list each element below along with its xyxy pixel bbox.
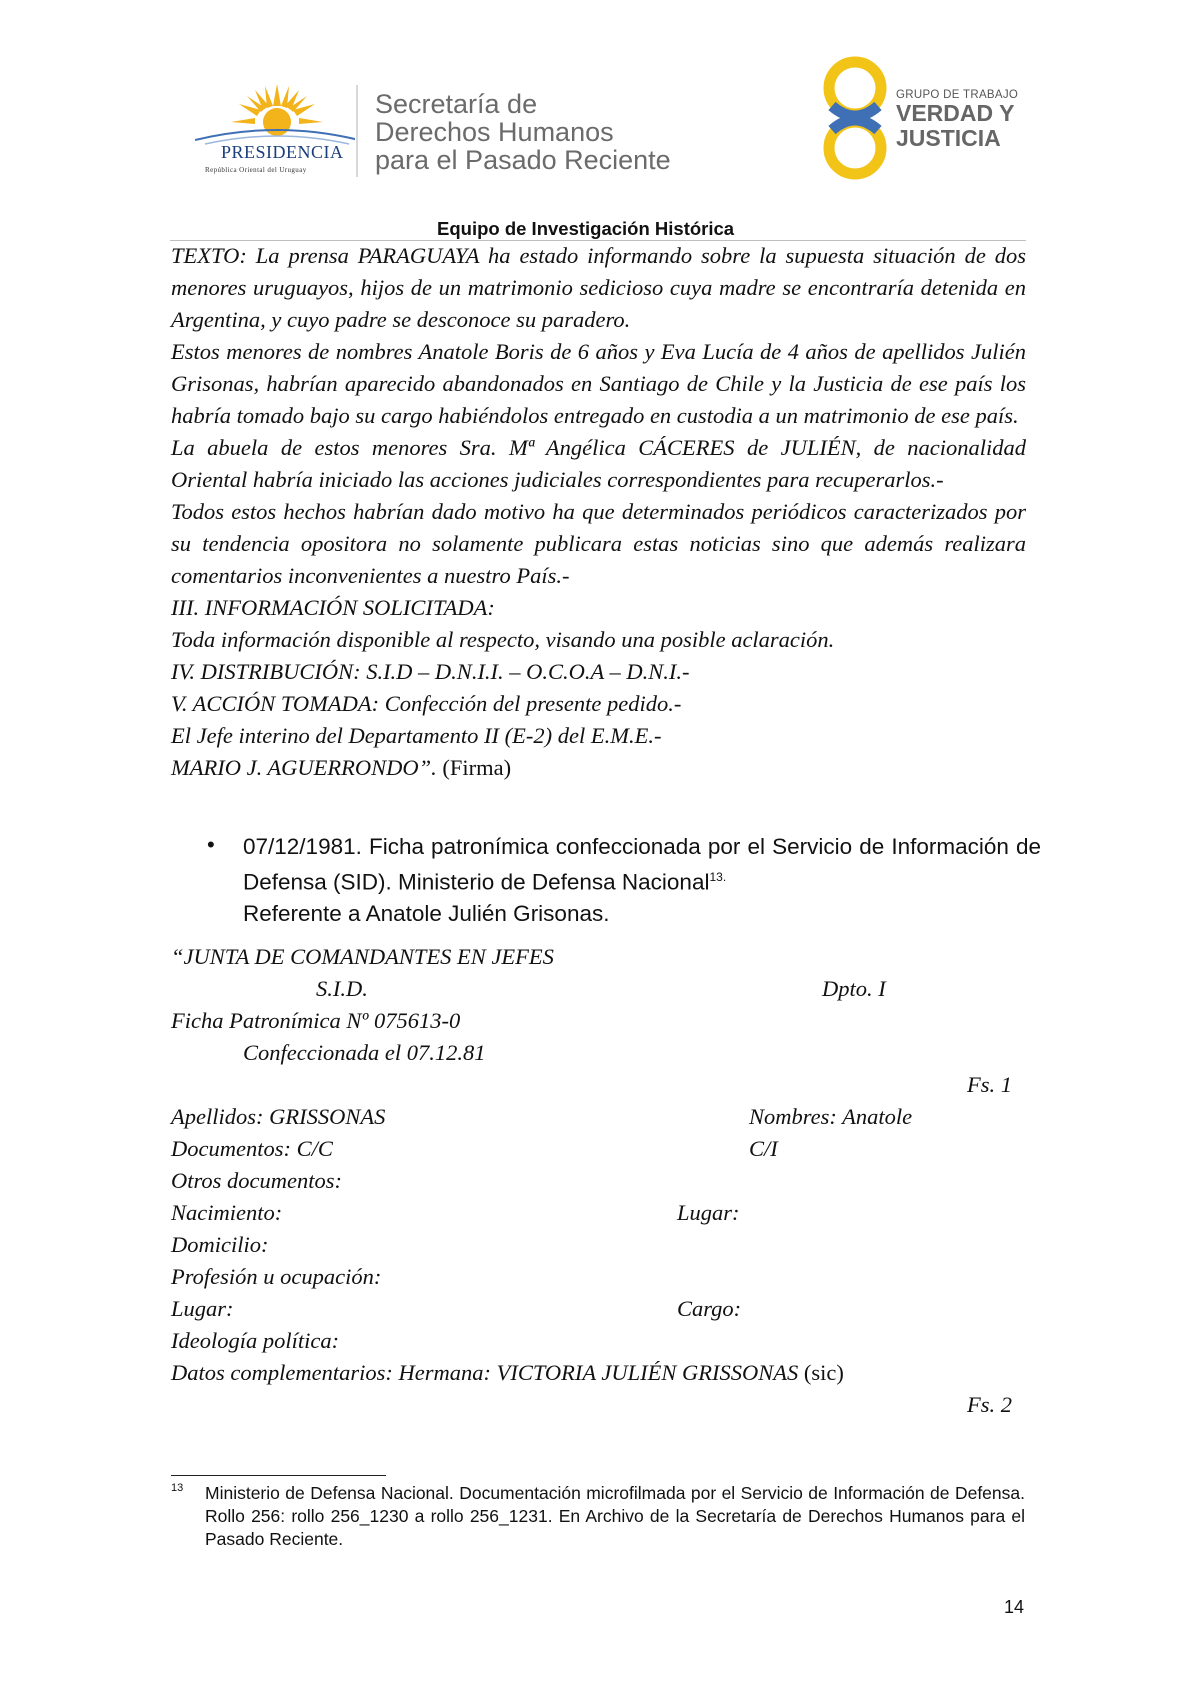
accion-tomada-line: V. ACCIÓN TOMADA: Confección del presente pedido.- <box>171 691 682 716</box>
secretaria-logo-text <box>375 90 671 174</box>
signature-line <box>171 752 1026 784</box>
confeccionada-date: Confeccionada el 07.12.81 <box>243 1040 486 1065</box>
justicia-label: JUSTICIA <box>896 125 1001 151</box>
bullet-text-end: Referente a Anatole Julién Grisonas. <box>243 900 610 926</box>
grupo-trabajo-text <box>896 89 1018 151</box>
nombres-field: Nombres: Anatole <box>749 1104 913 1129</box>
datos-complementarios-field <box>171 1360 844 1386</box>
fs1-label: Fs. 1 <box>967 1072 1012 1097</box>
nacimiento-field: Nacimiento: <box>171 1200 283 1225</box>
texto-paragraph-4: Todos estos hechos habrían dado motivo ha que determinados periódicos caracterizados por su tendencia opositora no solamente publicara estas noticias sino que además realizara comentarios inconvenientes a nuestro País.- <box>171 499 1026 588</box>
grupo-small-label: GRUPO DE TRABAJO <box>896 89 1019 101</box>
signature-name: MARIO J. AGUERRONDO”. <box>171 755 437 780</box>
jefe-interino-line: El Jefe interino del Departamento II (E-2) del E.M.E.- <box>171 723 662 748</box>
dpto-label: Dpto. I <box>822 976 886 1001</box>
distribucion-line: IV. DISTRIBUCIÓN: S.I.D – D.N.I.I. – O.C.O.A – D.N.I.- <box>171 659 690 684</box>
informacion-solicitada: III. INFORMACIÓN SOLICITADA: <box>171 595 495 620</box>
bullet-symbol: • <box>207 832 215 857</box>
header-divider <box>356 85 358 177</box>
documentos-field: Documentos: C/C <box>171 1136 333 1161</box>
texto-paragraph-3: La abuela de estos menores Sra. Mª Angélica CÁCERES de JULIÉN, de nacionalidad Oriental habría iniciado las acciones judiciales correspondientes para recuperarlos.- <box>171 435 1026 492</box>
secretaria-line-1: Secretaría de <box>375 89 538 119</box>
presidencia-logo <box>195 82 355 177</box>
fs2-label: Fs. 2 <box>967 1392 1012 1417</box>
apellidos-field: Apellidos: GRISSONAS <box>171 1104 386 1129</box>
verdad-label: VERDAD Y <box>896 100 1015 126</box>
sid-label: S.I.D. <box>316 976 368 1001</box>
ficha-number: Ficha Patronímica Nº 075613-0 <box>171 1008 461 1033</box>
ideologia-field: Ideología política: <box>171 1328 340 1353</box>
datos-complementarios-text: Datos complementarios: Hermana: VICTORIA JULIÉN GRISSONAS <box>171 1360 799 1385</box>
verdad-justicia-rings-icon <box>820 56 890 180</box>
footnote-rule <box>171 1475 386 1476</box>
lugar-trabajo-field: Lugar: <box>171 1296 234 1321</box>
texto-paragraph-2: Estos menores de nombres Anatole Boris de 6 años y Eva Lucía de 4 años de apellidos Julién Grisonas, habrían aparecido abandonados en Santiago de Chile y la Justicia de ese país los habría tomado bajo su cargo habiéndolos entregado en custodia a un matrimonio de ese país. <box>171 339 1026 428</box>
secretaria-line-2: Derechos Humanos <box>375 117 614 147</box>
presidencia-label: PRESIDENCIA <box>221 142 344 162</box>
texto-paragraph-1: TEXTO: La prensa PARAGUAYA ha estado informando sobre la supuesta situación de dos menores uruguayos, hijos de un matrimonio sedicioso cuya madre se encontraría detenida en Argentina, y cuyo padre se desconoce su paradero. <box>171 243 1026 332</box>
bullet-text: 07/12/1981. Ficha patronímica confeccionada por el Servicio de Información de Defensa (SID). Ministerio de Defensa Nacional <box>243 834 1041 895</box>
footnote-number: 13 <box>171 1482 184 1494</box>
footnote-ref: 13. <box>709 870 727 884</box>
cargo-field: Cargo: <box>677 1296 742 1321</box>
sic-note: (sic) <box>798 1360 844 1385</box>
lugar-nacimiento-field: Lugar: <box>677 1200 740 1225</box>
texto-block <box>171 240 1026 784</box>
junta-heading: “JUNTA DE COMANDANTES EN JEFES <box>171 944 554 969</box>
toda-informacion-line: Toda información disponible al respecto, visando una posible aclaración. <box>171 627 835 652</box>
profesion-field: Profesión u ocupación: <box>171 1264 382 1289</box>
section-title: Equipo de Investigación Histórica <box>437 218 735 239</box>
page-number: 14 <box>1004 1597 1025 1617</box>
ci-field: C/I <box>749 1136 778 1161</box>
footnote-text: Ministerio de Defensa Nacional. Documentación microfilmada por el Servicio de Información de Defensa. Rollo 256: rollo 256_1230 a rollo 256_1231. En Archivo de la Secretaría de Derechos Humanos para el Pasado Reciente. <box>205 1483 1025 1549</box>
firma-note: (Firma) <box>436 755 512 780</box>
otros-documentos-field: Otros documentos: <box>171 1168 343 1193</box>
bullet-item <box>243 831 1041 929</box>
secretaria-line-3: para el Pasado Reciente <box>375 145 671 175</box>
presidencia-subtitle: República Oriental del Uruguay <box>205 166 307 174</box>
domicilio-field: Domicilio: <box>171 1232 269 1257</box>
